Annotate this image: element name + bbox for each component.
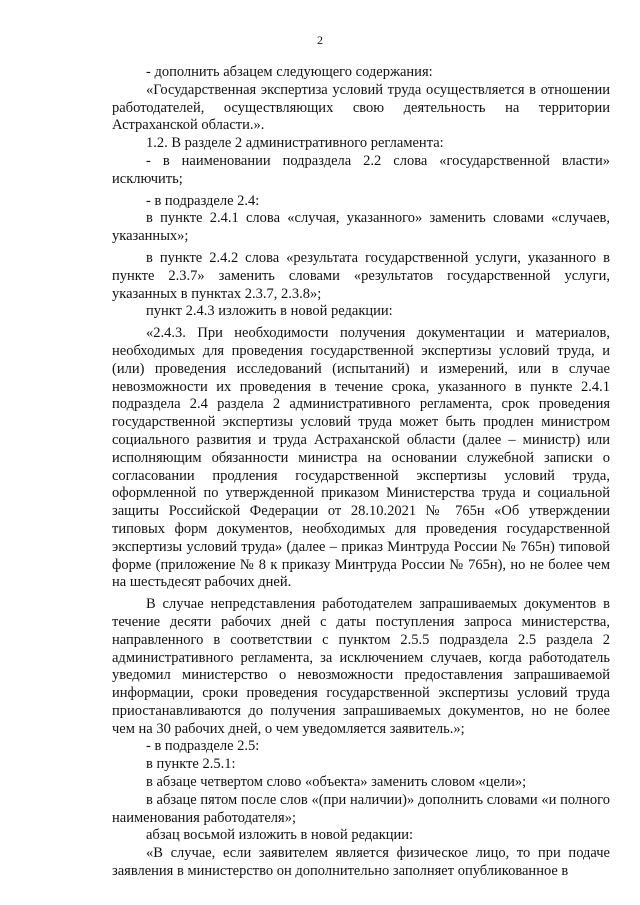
paragraph-9: «2.4.3. При необходимости получения документации и материалов, необходимых для проведения государственной экспертизы условий труда, и (или) проведения исследований (испытаний) и измерений, или в случае невозможности их проведения в течение срока, указанного в пункте 2.4.1 подраздела 2.4 раздела 2 административного регламента, срок проведения государственной экспертизы условий труда может быть продлен министром социального развития и труда Астраханской области (далее – министр) или исполняющим обязанности министра на основании служебной записки о согласовании продления государственной экспертизы условий труда, оформленной по утвержденной приказом Министерства труда и социальной защиты Российской Федерации от 28.10.2021 № 765н «Об утверждении типовых форм документов, необходимых для проведения государственной экспертизы условий труда» (далее – приказ Минтруда России № 765н) типовой форме (приложение № 8 к приказу Минтруда России № 765н), но не более чем на шестьдесят рабочих дней. — [112, 325, 610, 591]
paragraph-1: - дополнить абзацем следующего содержания: — [146, 64, 433, 80]
paragraph-11: - в подразделе 2.5: — [146, 738, 260, 755]
paragraph-16: «В случае, если заявителем является физическое лицо, то при подаче заявления в министерство он дополнительно заполняет опубликованное в — [112, 845, 610, 880]
paragraph-12: в пункте 2.5.1: — [146, 756, 236, 773]
paragraph-2: «Государственная экспертиза условий труда осуществляется в отношении работодателей, осуществляющих свою деятельность на территории Астраханской области.». — [112, 81, 610, 134]
paragraph-10: В случае непредставления работодателем запрашиваемых документов в течение десяти рабочих дней с даты поступления запроса министерства, направленного в соответствии с пунктом 2.5.5 подраздела 2.5 раздела 2 административного регламента, за исключением случаев, когда работодатель уведомил министерство о невозможности предоставления запрашиваемой информации, сроки проведения государственной экспертизы условий труда приостанавливаются до получения запрашиваемых документов, но не более чем на 30 рабочих дней, о чем уведомляется заявитель.»; — [112, 596, 610, 737]
paragraph-3: 1.2. В разделе 2 административного регламента: — [146, 135, 444, 152]
document-body — [112, 64, 610, 881]
paragraph-14: в абзаце пятом после слов «(при наличии)» дополнить словами «и полного наименования работодателя»; — [112, 791, 610, 826]
paragraph-15: абзац восьмой изложить в новой редакции: — [146, 827, 414, 844]
paragraph-13: в абзаце четвертом слово «объекта» заменить словом «цели»; — [146, 774, 527, 791]
paragraph-6: в пункте 2.4.1 слова «случая, указанного» заменить словами «случаев, указанных»; — [112, 210, 610, 245]
paragraph-7: в пункте 2.4.2 слова «результата государственной услуги, указанного в пункте 2.3.7» заменить словами «результатов государственной услуги, указанных в пунктах 2.3.7, 2.3.8»; — [112, 249, 610, 302]
paragraph-8: пункт 2.4.3 изложить в новой редакции: — [146, 303, 393, 320]
paragraph-5: - в подразделе 2.4: — [146, 192, 260, 209]
page-number: 2 — [317, 33, 323, 47]
paragraph-4: - в наименовании подраздела 2.2 слова «государственной власти» исключить; — [112, 152, 610, 187]
